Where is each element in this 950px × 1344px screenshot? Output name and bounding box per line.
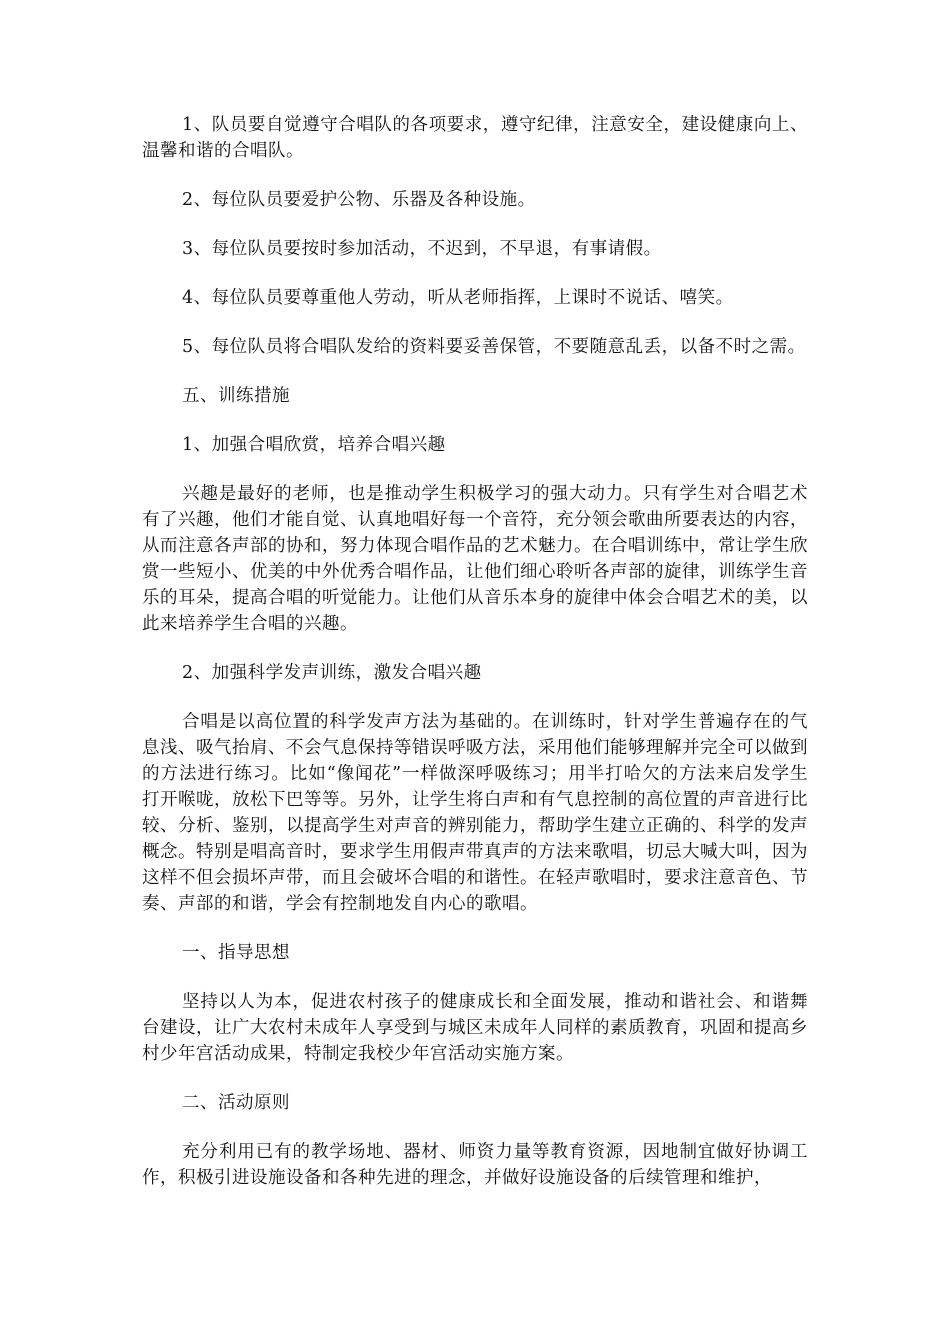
subheading-vocal-training: 2、加强科学发声训练，激发合唱兴趣 (182, 663, 482, 683)
rule-item-4: 4、每位队员要尊重他人劳动，听从老师指挥，上课时不说话、嘻笑。 (182, 288, 734, 308)
subheading-appreciation: 1、加强合唱欣赏，培养合唱兴趣 (182, 435, 446, 455)
document-body (142, 112, 808, 1214)
section-heading-activity-principles: 二、活动原则 (182, 1093, 290, 1113)
section-heading-training-measures: 五、训练措施 (182, 386, 290, 406)
rule-item-1: 1、队员要自觉遵守合唱队的各项要求，遵守纪律，注意安全，建设健康向上、温馨和谐的合唱队。 (142, 115, 808, 161)
rule-item-2: 2、每位队员要爱护公物、乐器及各种设施。 (182, 190, 536, 210)
rule-item-3: 3、每位队员要按时参加活动，不迟到，不早退，有事请假。 (182, 239, 662, 259)
rule-item-5: 5、每位队员将合唱队发给的资料要妥善保管，不要随意乱丢，以备不时之需。 (182, 337, 806, 357)
paragraph-interest: 兴趣是最好的老师，也是推动学生积极学习的强大动力。只有学生对合唱艺术有了兴趣，他们才能自觉、认真地唱好每一个音符，充分领会歌曲所要表达的内容，从而注意各声部的协和，努力体现合唱作品的艺术魅力。在合唱训练中，常让学生欣赏一些短小、优美的中外优秀合唱作品，让他们细心聆听各声部的旋律，训练学生音乐的耳朵，提高合唱的听觉能力。让他们从音乐本身的旋律中体会合唱艺术的美，以此来培养学生合唱的兴趣。 (142, 484, 808, 634)
paragraph-vocal-training: 合唱是以高位置的科学发声方法为基础的。在训练时，针对学生普遍存在的气息浅、吸气抬肩、不会气息保持等错误呼吸方法，采用他们能够理解并完全可以做到的方法进行练习。比如“像闻花”一样做深呼吸练习；用半打哈欠的方法来启发学生打开喉咙，放松下巴等等。另外，让学生将白声和有气息控制的高位置的声音进行比较、分析、鉴别，以提高学生对声音的辨别能力，帮助学生建立正确的、科学的发声概念。特别是唱高音时，要求学生用假声带真声的方法来歌唱，切忌大喊大叫，因为这样不但会损坏声带，而且会破坏合唱的和谐性。在轻声歌唱时，要求注意音色、节奏、声部的和谐，学会有控制地发自内心的歌唱。 (142, 712, 808, 914)
paragraph-guiding-ideology: 坚持以人为本，促进农村孩子的健康成长和全面发展，推动和谐社会、和谐舞台建设，让广大农村未成年人享受到与城区未成年人同样的素质教育，巩固和提高乡村少年宫活动成果，特制定我校少年宫活动实施方案。 (142, 992, 808, 1064)
paragraph-activity-principles: 充分利用已有的教学场地、器材、师资力量等教育资源，因地制宜做好协调工作，积极引进设施设备和各种先进的理念，并做好设施设备的后续管理和维护， (142, 1142, 808, 1188)
section-heading-guiding-ideology: 一、指导思想 (182, 943, 290, 963)
